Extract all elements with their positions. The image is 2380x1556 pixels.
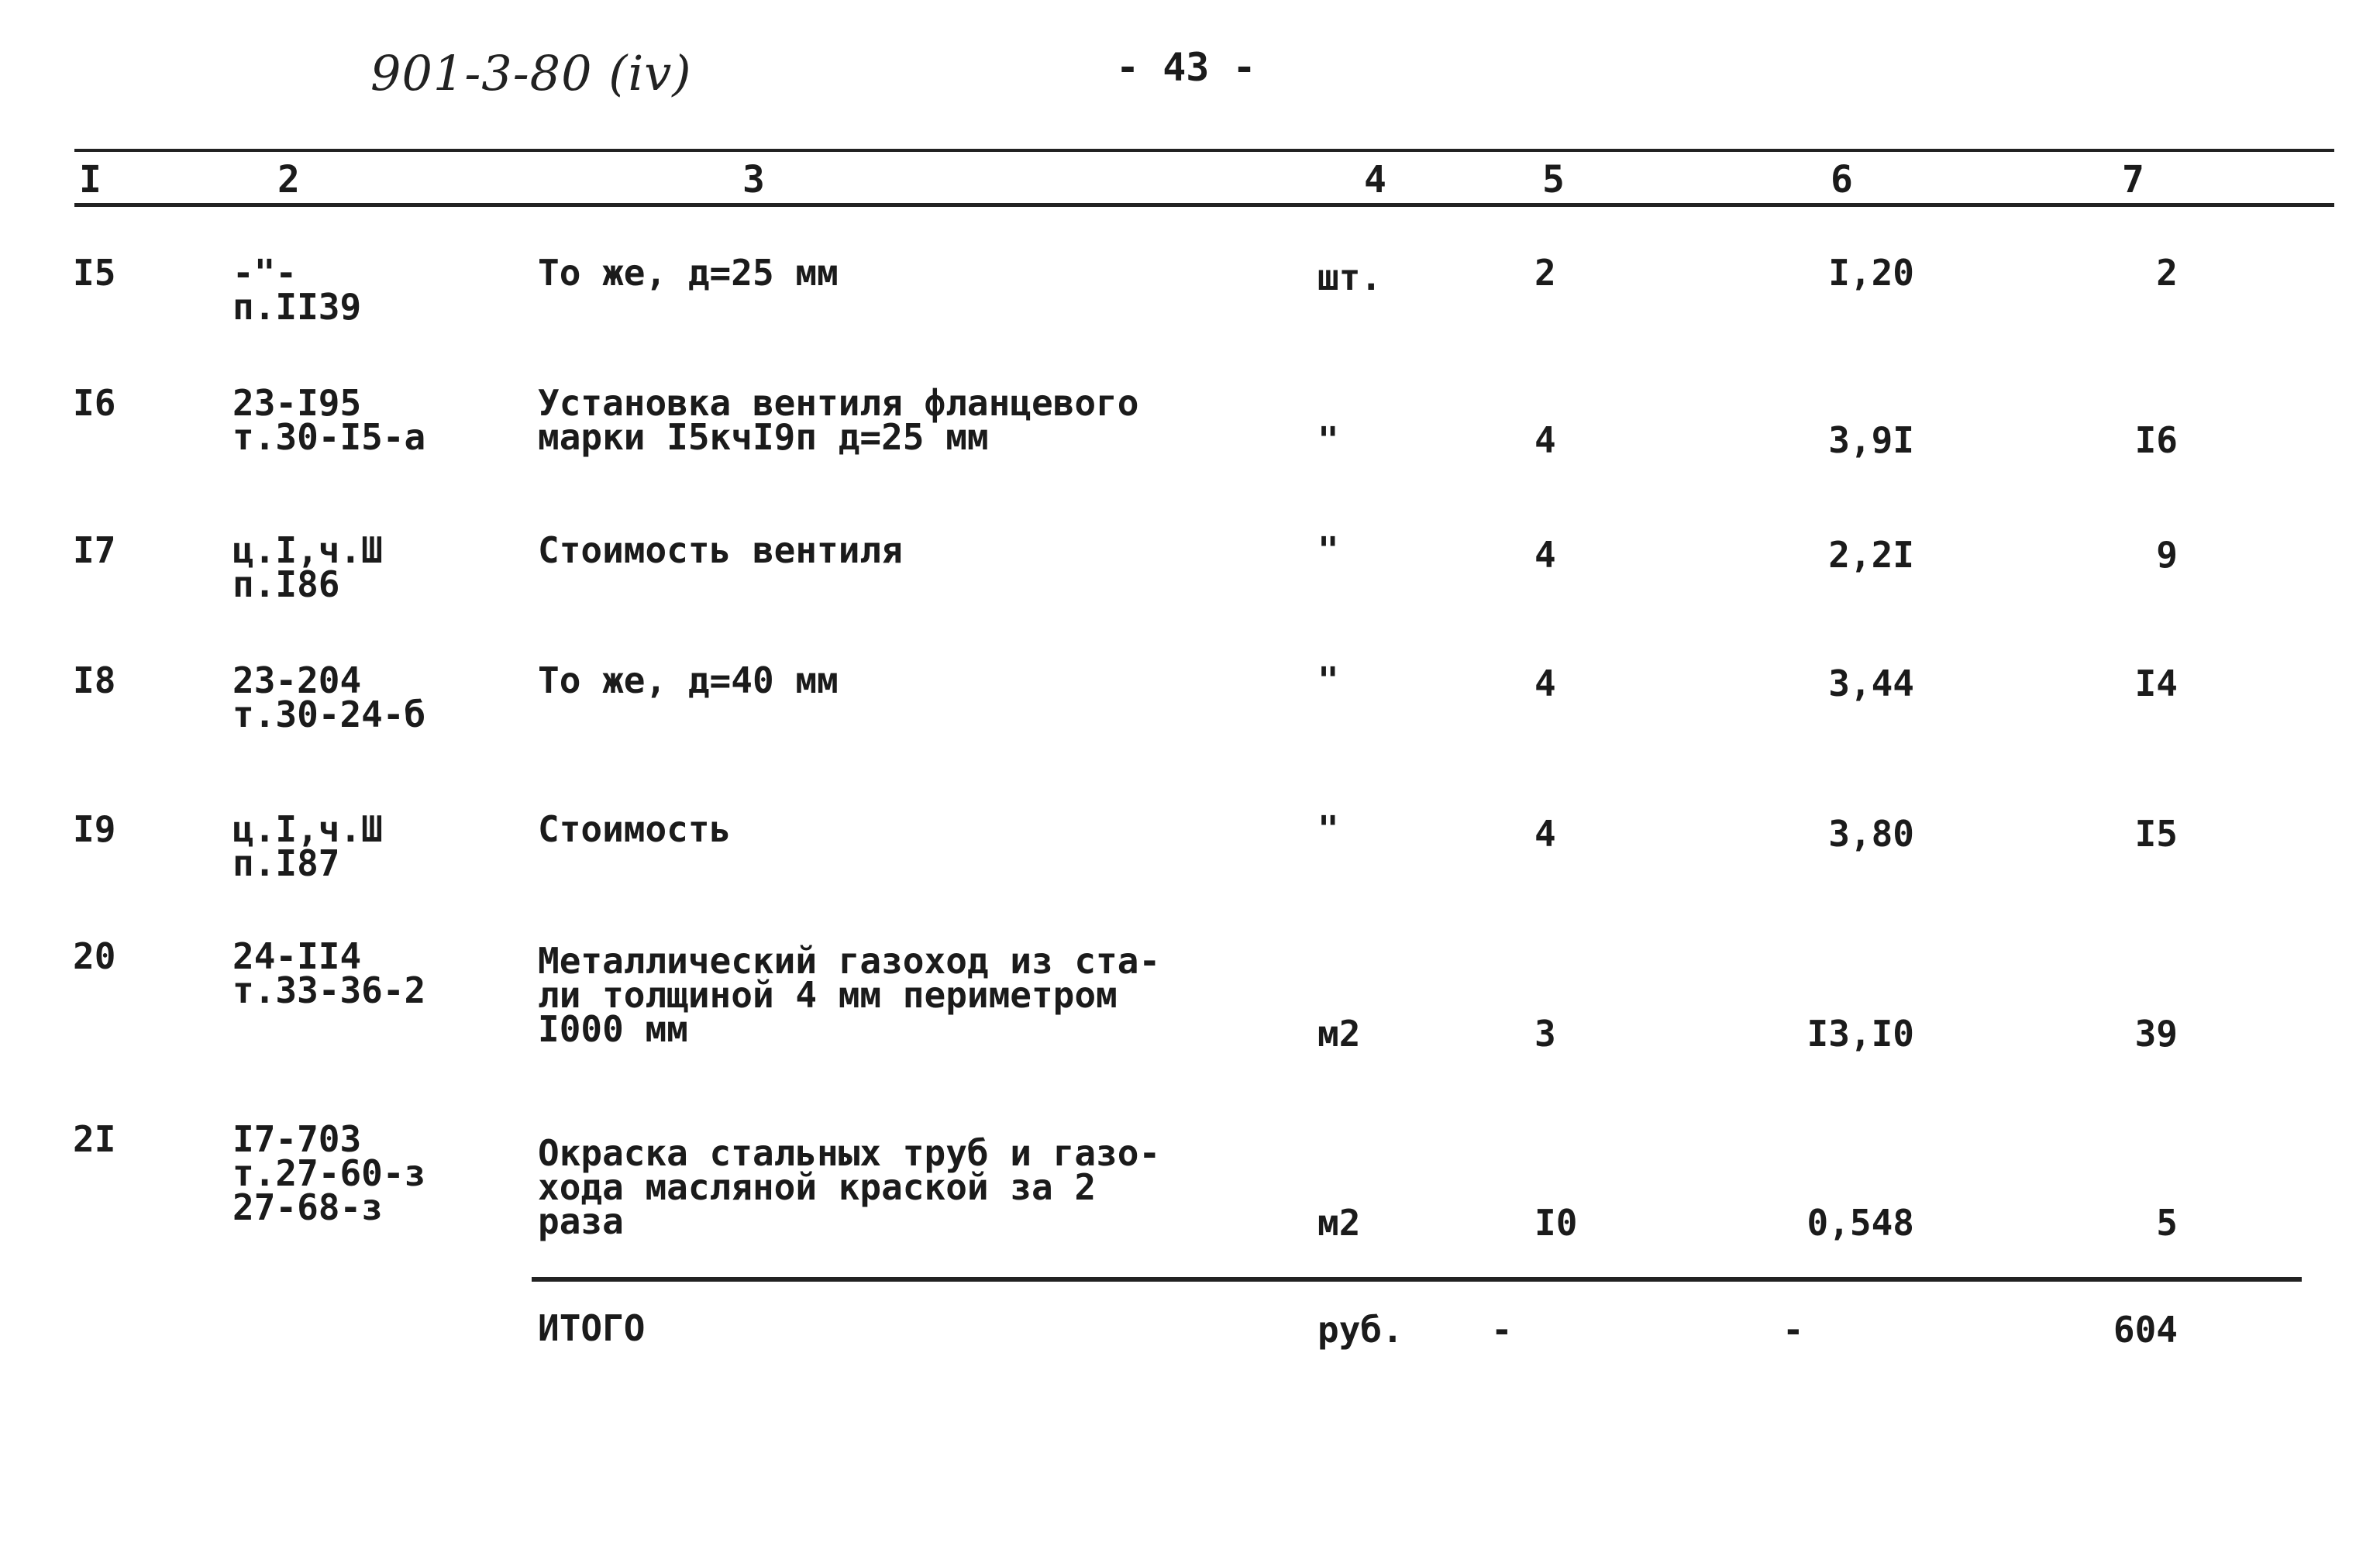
- row-description: Установка вентиля фланцевого марки I5кчI9п д=25 мм: [538, 382, 1139, 458]
- row-code: ц.I,ч.Ш п.I87: [232, 808, 383, 884]
- column-header-3: 3: [742, 158, 765, 201]
- column-header-1: I: [79, 158, 102, 201]
- row-description: То же, д=25 мм: [538, 252, 839, 294]
- total-rule: [532, 1277, 2302, 1282]
- row-number: 2I: [73, 1118, 116, 1160]
- row-unit-price: I3,I0: [1807, 1013, 1914, 1055]
- total-label: ИТОГО: [538, 1307, 646, 1349]
- row-description: Металлический газоход из ста- ли толщиной 4 мм периметром I000 мм: [538, 940, 1161, 1050]
- row-quantity: 2: [1534, 252, 1556, 294]
- row-number: I7: [73, 529, 116, 571]
- column-header-6: 6: [1831, 158, 1853, 201]
- row-number: I6: [73, 382, 116, 424]
- row-total: 9: [2156, 534, 2178, 576]
- total-unit: руб.: [1317, 1309, 1404, 1351]
- row-unit: ": [1317, 808, 1339, 850]
- row-unit-price: 3,9I: [1828, 419, 1914, 461]
- row-quantity: 3: [1534, 1013, 1556, 1055]
- row-unit-price: 3,80: [1828, 813, 1914, 855]
- row-unit-price: 3,44: [1828, 663, 1914, 704]
- row-quantity: 4: [1534, 813, 1556, 855]
- total-unit-price: -: [1782, 1309, 1804, 1351]
- page-number: - 43 -: [1116, 45, 1256, 90]
- row-unit: ": [1317, 419, 1339, 461]
- row-unit-price: 2,2I: [1828, 534, 1914, 576]
- row-description: Окраска стальных труб и газо- хода масляной краской за 2 раза: [538, 1132, 1161, 1242]
- row-unit: ": [1317, 659, 1339, 701]
- row-unit: ": [1317, 529, 1339, 571]
- row-unit: м2: [1317, 1202, 1361, 1244]
- row-unit-price: I,20: [1828, 252, 1914, 294]
- row-number: I9: [73, 808, 116, 850]
- row-code: ц.I,ч.Ш п.I86: [232, 529, 383, 605]
- row-total: I4: [2134, 663, 2178, 704]
- row-unit: шт.: [1317, 256, 1383, 298]
- row-quantity: 4: [1534, 419, 1556, 461]
- row-code: -"- п.II39: [232, 252, 362, 328]
- row-number: I8: [73, 659, 116, 701]
- row-code: I7-703 т.27-60-з 27-68-з: [232, 1118, 426, 1228]
- table-top-rule: [74, 149, 2334, 152]
- row-number: I5: [73, 252, 116, 294]
- row-code: 23-I95 т.30-I5-а: [232, 382, 426, 458]
- column-header-7: 7: [2122, 158, 2144, 201]
- row-total: 5: [2156, 1202, 2178, 1244]
- grand-total: 604: [2113, 1309, 2178, 1351]
- row-quantity: I0: [1534, 1202, 1578, 1244]
- row-total: I5: [2134, 813, 2178, 855]
- row-quantity: 4: [1534, 534, 1556, 576]
- row-total: I6: [2134, 419, 2178, 461]
- document-code: 901-3-80 (iv): [370, 45, 692, 102]
- row-total: 39: [2134, 1013, 2178, 1055]
- row-description: То же, д=40 мм: [538, 659, 839, 701]
- total-quantity: -: [1491, 1309, 1513, 1351]
- row-total: 2: [2156, 252, 2178, 294]
- row-description: Стоимость: [538, 808, 732, 850]
- row-quantity: 4: [1534, 663, 1556, 704]
- row-number: 20: [73, 935, 116, 977]
- row-unit: м2: [1317, 1013, 1361, 1055]
- row-code: 23-204 т.30-24-б: [232, 659, 426, 735]
- table-header-rule: [74, 203, 2334, 207]
- row-description: Стоимость вентиля: [538, 529, 903, 571]
- column-header-4: 4: [1364, 158, 1386, 201]
- row-unit-price: 0,548: [1807, 1202, 1914, 1244]
- column-header-2: 2: [277, 158, 300, 201]
- row-code: 24-II4 т.33-36-2: [232, 935, 426, 1011]
- column-header-5: 5: [1542, 158, 1565, 201]
